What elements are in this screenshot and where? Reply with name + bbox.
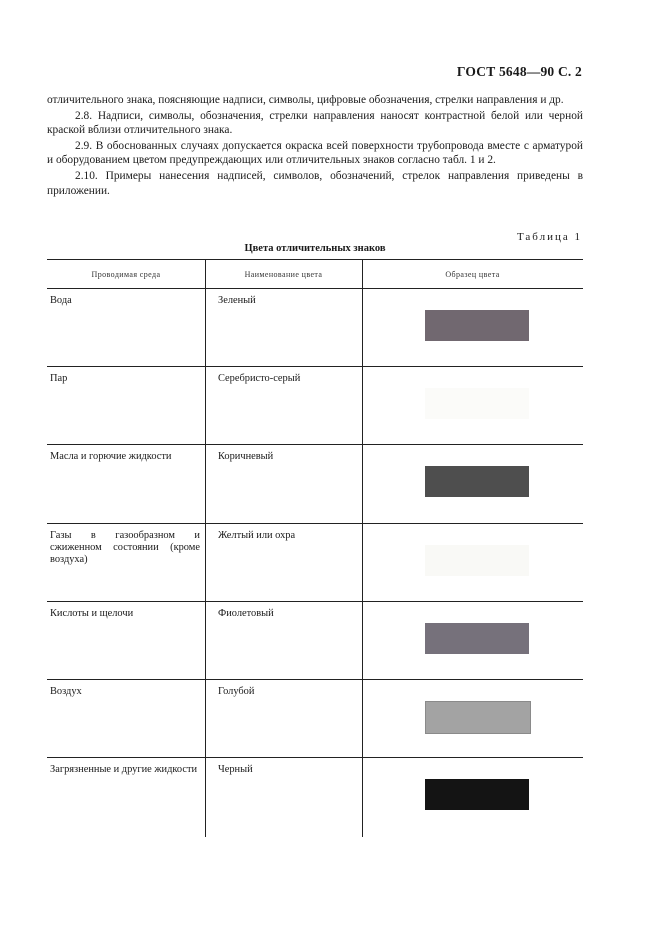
paragraph: 2.9. В обоснованных случаях допускается окраска всей поверхности трубопровода вместе с арматурой и оборудованием цветом предупреждающих или отличительных знаков согласно табл. 1 и 2. [47, 139, 583, 167]
medium-cell: Загрязненные и другие жидкости [50, 764, 198, 775]
row-divider [47, 757, 583, 758]
color-name-cell: Зеленый [218, 295, 256, 306]
body-text [47, 93, 583, 199]
column-divider [205, 259, 206, 837]
row-divider [47, 444, 583, 445]
paragraph: отличительного знака, поясняющие надписи, символы, цифровые обозначения, стрелки направления и др. [47, 94, 564, 106]
column-divider [362, 259, 363, 837]
medium-cell: Воздух [50, 686, 82, 697]
column-header: Наименование цвета [244, 270, 323, 279]
page-header: ГОСТ 5648—90 С. 2 [456, 64, 582, 79]
color-swatch [425, 779, 529, 810]
row-divider [47, 523, 583, 524]
table-header-border [47, 288, 583, 289]
medium-cell: Масла и горючие жидкости [50, 451, 172, 462]
color-name-cell: Фиолетовый [218, 608, 274, 619]
row-divider [47, 679, 583, 680]
column-header: Проводимая среда [91, 270, 161, 279]
column-header: Образец цвета [445, 270, 500, 279]
medium-cell: Кислоты и щелочи [50, 608, 134, 619]
paragraph: 2.10. Примеры нанесения надписей, символов, обозначений, стрелок направления приведены в приложении. [47, 169, 583, 197]
medium-cell: Газы в газообразном и сжиженном состоянии (кроме воздуха) [50, 530, 200, 566]
table-caption: Таблица 1 [516, 231, 582, 243]
color-name-cell: Желтый или охра [218, 530, 296, 541]
medium-cell: Вода [50, 295, 72, 306]
medium-cell: Пар [50, 373, 68, 384]
color-swatch [425, 623, 529, 654]
paragraph: 2.8. Надписи, символы, обозначения, стрелки направления наносят контрастной белой или черной краской вблизи отличительного знака. [47, 109, 583, 137]
color-swatch [425, 701, 531, 734]
color-name-cell: Коричневый [218, 451, 274, 462]
row-divider [47, 601, 583, 602]
color-name-cell: Голубой [218, 686, 255, 697]
color-name-cell: Черный [218, 764, 253, 775]
row-divider [47, 366, 583, 367]
color-swatch [425, 310, 529, 341]
color-swatch [425, 545, 529, 576]
color-swatch [425, 388, 529, 419]
table-title: Цвета отличительных знаков [244, 243, 386, 254]
color-name-cell: Серебристо-серый [218, 373, 301, 384]
color-swatch [425, 466, 529, 497]
table-top-border [47, 259, 583, 260]
